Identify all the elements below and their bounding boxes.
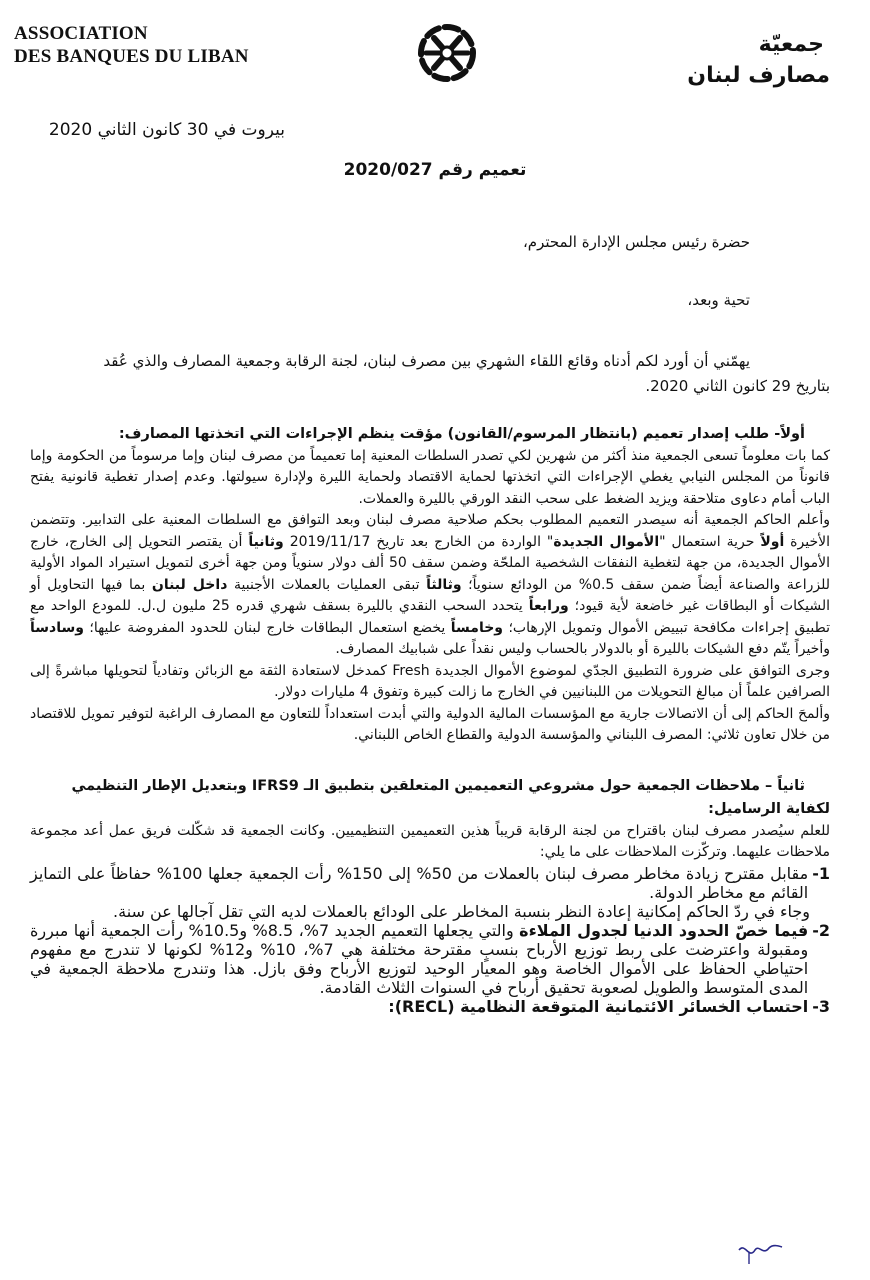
association-name-fr-line2: DES BANQUES DU LIBAN: [14, 46, 249, 67]
section1-paragraph1: كما بات معلوماً تسعى الجمعية منذ أكثر من شهرين لكي تصدر السلطات المعنية إما تعميماً من مصرف لبنان وإما مرسوماً من الحكومة وإما قانوناً من المجلس النيابي يغطي الإجراءات التي اتخذتها لحماية الاقتصاد ولحماية الليرة ولإدارة سيولتها. وعدم إصدار تغطية قانونية يفتح الباب أمام دعاوى متلاحقة ويزيد الضغط على سحب النقد الورقي بالليرة والعملات.: [30, 447, 830, 507]
section2-paragraph1: للعلم سيُصدر مصرف لبنان باقتراح من لجنة الرقابة قريباً هذين التعميمين التنظيميين. وكانت الجمعية قد شكّلت فريق عمل أعد مجموعة ملاحظات عليهما. وتركّزت الملاحظات على ما يلي:: [30, 822, 830, 860]
circular-number: تعميم رقم 2020/027: [343, 160, 527, 180]
section2-heading: [30, 775, 830, 821]
list-item: [30, 997, 830, 1016]
list-item: [30, 921, 830, 997]
section2-heading-line2: لكفاية الرساميل:: [708, 800, 830, 817]
list-item-text: فيما خصّ الحدود الدنيا لجدول الملاءة والتي يجعلها التعميم الجديد 7%، 8.5% و10.5% رأت الجمعية أنها مبررة ومقبولة واعترضت على ربط توزيع الأرباح بنسبٍ مقترحة مختلفة هي 7%، 10% و12% لكونها لا تندرج مع مفهوم احتياطي الحفاظ على الأموال الخاصة وهو المعيار الوحيد لتوزيع الأرباح وفق بازل. هذا وتندرج ملاحظة الجمعية في المدى المتوسط والطويل لصعوبة تحقيق أرباح في السنوات الثلاث القادمة.: [30, 920, 809, 997]
greeting: تحية وبعد،: [687, 290, 750, 309]
section2-heading-line1: ثانياً – ملاحظات الجمعية حول مشروعي التعميمين المتعلقين بتطبيق الـ IFRS9 وبتعديل الإطار التنظيمي: [71, 777, 805, 794]
salutation: حضرة رئيس مجلس الإدارة المحترم،: [522, 233, 750, 251]
list-item-text: مقابل مقترح زيادة مخاطر مصرف لبنان بالعملات من 50% إلى 150% رأت الجمعية جعلها 100% حفاظاً على التمايز القائم مع مخاطر الدولة.: [30, 863, 809, 902]
section1-heading: أولاً- طلب إصدار تعميم (بانتظار المرسوم/القانون) مؤقت ينظم الإجراءات التي اتخذتها المصارف:: [118, 426, 805, 442]
intro-line1: يهمّني أن أورد لكم أدناه وقائع اللقاء الشهري بين مصرف لبنان، لجنة الرقابة وجمعية المصارف والذي عُقد: [103, 352, 750, 370]
list-item-number: 2-: [812, 920, 830, 940]
association-name-french: [14, 22, 249, 68]
association-name-arabic: [687, 30, 830, 92]
association-name-ar-line1: جمعيّة: [758, 32, 824, 57]
signature-mark: [735, 1238, 785, 1268]
list-item: [30, 864, 830, 902]
intro-line2: بتاريخ 29 كانون الثاني 2020.: [645, 377, 830, 395]
list-item-number: [814, 902, 830, 921]
section1-paragraph2: وأعلم الحاكم الجمعية أنه سيصدر التعميم المطلوب بحكم صلاحية مصرف لبنان وبعد التوافق مع السلطات المعنية على التدابير. وتتضمن الأخيرة أولاً حرية استعمال "الأموال الجديدة" الواردة من الخارج بعد تاريخ 2019/11/17 وثانياً أن يقتصر التحويل إلى الخارج، خارج الأموال الجديدة، من جهة لتغطية النفقات الشخصية الملحّة وضمن سقف 50 ألف دولار سنوياً ومن جهة أخرى لتمويل استيراد المواد الأولية للزراعة والصناعة أيضاً ضمن سقف 0.5% من الودائع سنوياً؛ وثالثاً تبقى العمليات بالعملات الأجنبية داخل لبنان بما فيها التحاويل أو الشيكات أو البطاقات غير خاضعة لأية قيود؛ ورابعاً يتحدد السحب النقدي بالليرة بسقف شهري قدره 25 مليون ل.ل. للمودع الواحد مع تطبيق إجراءات مكافحة تبييض الأموال وتمويل الإرهاب؛ وخامساً يخضع استعمال البطاقات خارج لبنان للحدود المفروضة عليها؛ وسادساً وأخيراً يتّم دفع الشيكات بالليرة أو بالدولار بالحساب وليس نقداً على شبابيك المصارف.: [30, 512, 831, 657]
list-item-text: احتساب الخسائر الائتمانية المتوقعة النظامية (RECL):: [388, 996, 809, 1016]
association-name-fr-line1: ASSOCIATION: [14, 23, 148, 44]
letter-body: [30, 232, 830, 1016]
list-item-text: وجاء في ردّ الحاكم إمكانية إعادة النظر بنسبة المخاطر على الودائع بالعملات لديه التي تقل آجالها عن سنة.: [113, 901, 810, 921]
letter-date: بيروت في 30 كانون الثاني 2020: [48, 120, 285, 140]
association-logo: [412, 18, 482, 88]
list-item-number: 1-: [812, 863, 830, 883]
section1-paragraph4: وألمحَ الحاكم إلى أن الاتصالات جارية مع المؤسسات المالية الدولية والتي أبدت استعداداً للتعاون مع المصارف الراغبة لتوفير تمويل للاقتصاد من خلال تعاون ثلاثي: المصرف اللبناني والمؤسسة الدولية والقطاع الخاص اللبناني.: [30, 705, 830, 743]
list-item: [30, 902, 830, 921]
section1-paragraph3: وجرى التوافق على ضرورة التطبيق الجدّي لموضوع الأموال الجديدة Fresh كمدخل لاستعادة الثقة مع الزبائن وتفادياً لتحويلها مباشرةً إلى الصرافين علماً أن مبالغ التحويلات من اللبنانيين في الخارج ما زالت كبيرة وتفوق 4 مليارات دولار.: [30, 662, 830, 700]
association-name-ar-line2: مصارف لبنان: [687, 63, 830, 88]
list-item-number: 3-: [812, 996, 830, 1016]
intro-paragraph: [30, 349, 830, 399]
